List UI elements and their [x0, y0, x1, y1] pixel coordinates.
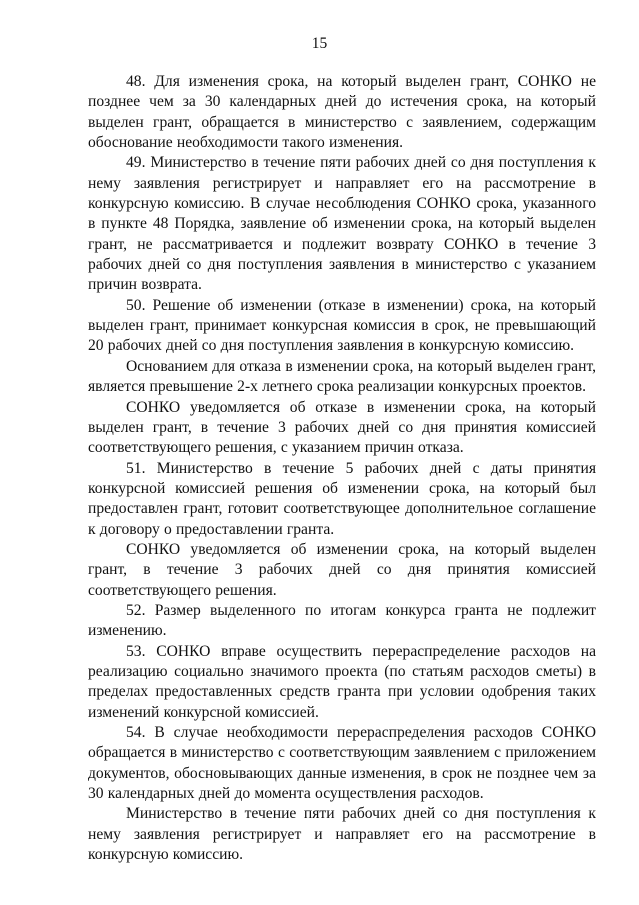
paragraph-53: 53. СОНКО вправе осуществить перераспределение расходов на реализацию социально значимого проекта (по статьям расходов сметы) в пределах предоставленных средств гранта при условии одобрения таких изменений конкурсной комиссией.	[88, 642, 596, 721]
paragraph-54-registration: Министерство в течение пяти рабочих дней со дня поступления к нему заявления регистрирует и направляет его на рассмотрение в конкурсную комиссию.	[88, 805, 596, 864]
paragraph-51-change-notice: СОНКО уведомляется об изменении срока, на который выделен грант, в течение 3 рабочих дней со дня принятия комиссией соответствующего решения.	[88, 540, 596, 599]
paragraph-48: 48. Для изменения срока, на который выделен грант, СОНКО не позднее чем за 30 календарных дней до истечения срока, на который выделен грант, обращается в министерство с заявлением, содержащим обоснование необходимости такого изменения.	[88, 73, 596, 152]
paragraph-49: 49. Министерство в течение пяти рабочих дней со дня поступления к нему заявления регистрирует и направляет его на рассмотрение в конкурсную комиссию. В случае несоблюдения СОНКО срока, указанного в пункте 48 Порядка, заявление об изменении срока, на который выделен грант, не рассматривается и подлежит возврату СОНКО в течение 3 рабочих дней со дня поступления заявления в министерство с указанием причин возврата.	[88, 154, 596, 294]
paragraph-50-refusal-grounds: Основанием для отказа в изменении срока, на который выделен грант, является превышение 2-х летнего срока реализации конкурсных проектов.	[88, 357, 596, 396]
paragraph-50-refusal-notice: СОНКО уведомляется об отказе в изменении срока, на который выделен грант, в течение 3 рабочих дней со дня принятия комиссией соответствующего решения, с указанием причин отказа.	[88, 398, 596, 457]
paragraph-52: 52. Размер выделенного по итогам конкурса гранта не подлежит изменению.	[88, 601, 596, 640]
paragraph-54: 54. В случае необходимости перераспределения расходов СОНКО обращается в министерство с соответствующим заявлением с приложением документов, обосновывающих данные изменения, в срок не позднее чем за 30 календарных дней до момента осуществления расходов.	[88, 724, 596, 803]
paragraph-51: 51. Министерство в течение 5 рабочих дней с даты принятия конкурсной комиссией решения об изменении срока, на который был предоставлен грант, готовит соответствующее дополнительное соглашение к договору о предоставлении гранта.	[88, 459, 596, 538]
document-body	[88, 72, 596, 865]
paragraph-50: 50. Решение об изменении (отказе в изменении) срока, на который выделен грант, принимает конкурсная комиссия в срок, не превышающий 20 рабочих дней со дня поступления заявления в конкурсную комиссию.	[88, 296, 596, 355]
page-number: 15	[311, 35, 328, 52]
